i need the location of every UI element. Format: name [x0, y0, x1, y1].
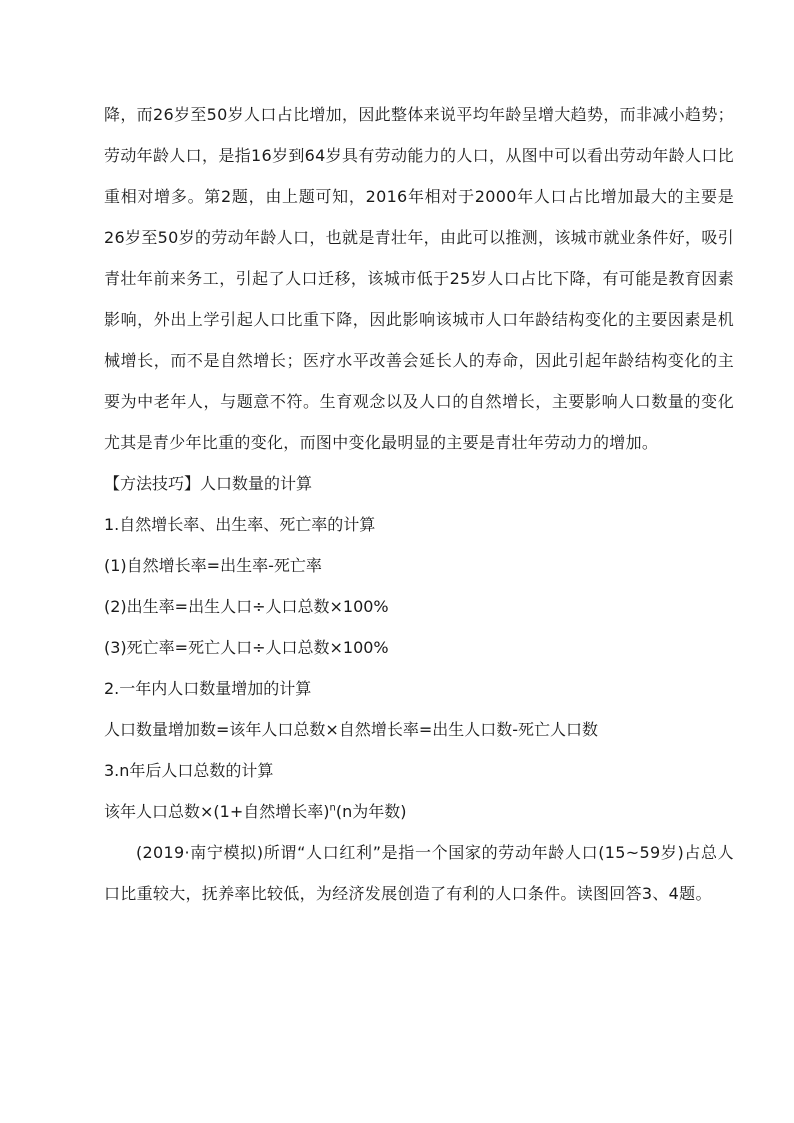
- formula-death-rate: (3)死亡率=死亡人口÷人口总数×100%: [104, 638, 389, 657]
- formula-yearly-increase: 人口数量增加数=该年人口总数×自然增长率=出生人口数-死亡人口数: [104, 720, 598, 739]
- formula-n-years-total: [104, 791, 734, 832]
- method-item-3-title: 3.n年后人口总数的计算: [104, 761, 274, 780]
- formula-n-years-note: (n为年数): [335, 802, 407, 821]
- formula-birth-rate: (2)出生率=出生人口÷人口总数×100%: [104, 597, 389, 616]
- method-item-1-title: 1.自然增长率、出生率、死亡率的计算: [104, 515, 376, 534]
- formula-natural-growth-rate: (1)自然增长率=出生率-死亡率: [104, 556, 322, 575]
- answer-explanation-paragraph: 降，而26岁至50岁人口占比增加，因此整体来说平均年龄呈增大趋势，而非减小趋势；劳动年龄人口，是指16岁到64岁具有劳动能力的人口，从图中可以看出劳动年龄人口比重相对增多。第2题，由上题可知，2016年相对于2000年人口占比增加最大的主要是26岁至50岁的劳动年龄人口，也就是青壮年，由此可以推测，该城市就业条件好，吸引青壮年前来务工，引起了人口迁移，该城市低于25岁人口占比下降，有可能是教育因素影响，外出上学引起人口比重下降，因此影响该城市人口年龄结构变化的主要因素是机械增长，而不是自然增长；医疗水平改善会延长人的寿命，因此引起年龄结构变化的主要为中老年人，与题意不符。生育观念以及人口的自然增长，主要影响人口数量的变化尤其是青少年比重的变化，而图中变化最明显的主要是青壮年劳动力的增加。: [104, 105, 734, 452]
- formula-n-years-exponent: n: [329, 802, 336, 814]
- method-item-2-title: 2.一年内人口数量增加的计算: [104, 679, 312, 698]
- method-tips-title: 【方法技巧】人口数量的计算: [104, 474, 313, 493]
- formula-n-years-main: 该年人口总数×(1+自然增长率): [104, 802, 330, 821]
- question-intro-paragraph: (2019·南宁模拟)所谓“人口红利”是指一个国家的劳动年龄人口(15~59岁)占总人口比重较大，抚养率比较低，为经济发展创造了有利的人口条件。读图回答3、4题。: [104, 843, 734, 903]
- page-content: [104, 94, 734, 914]
